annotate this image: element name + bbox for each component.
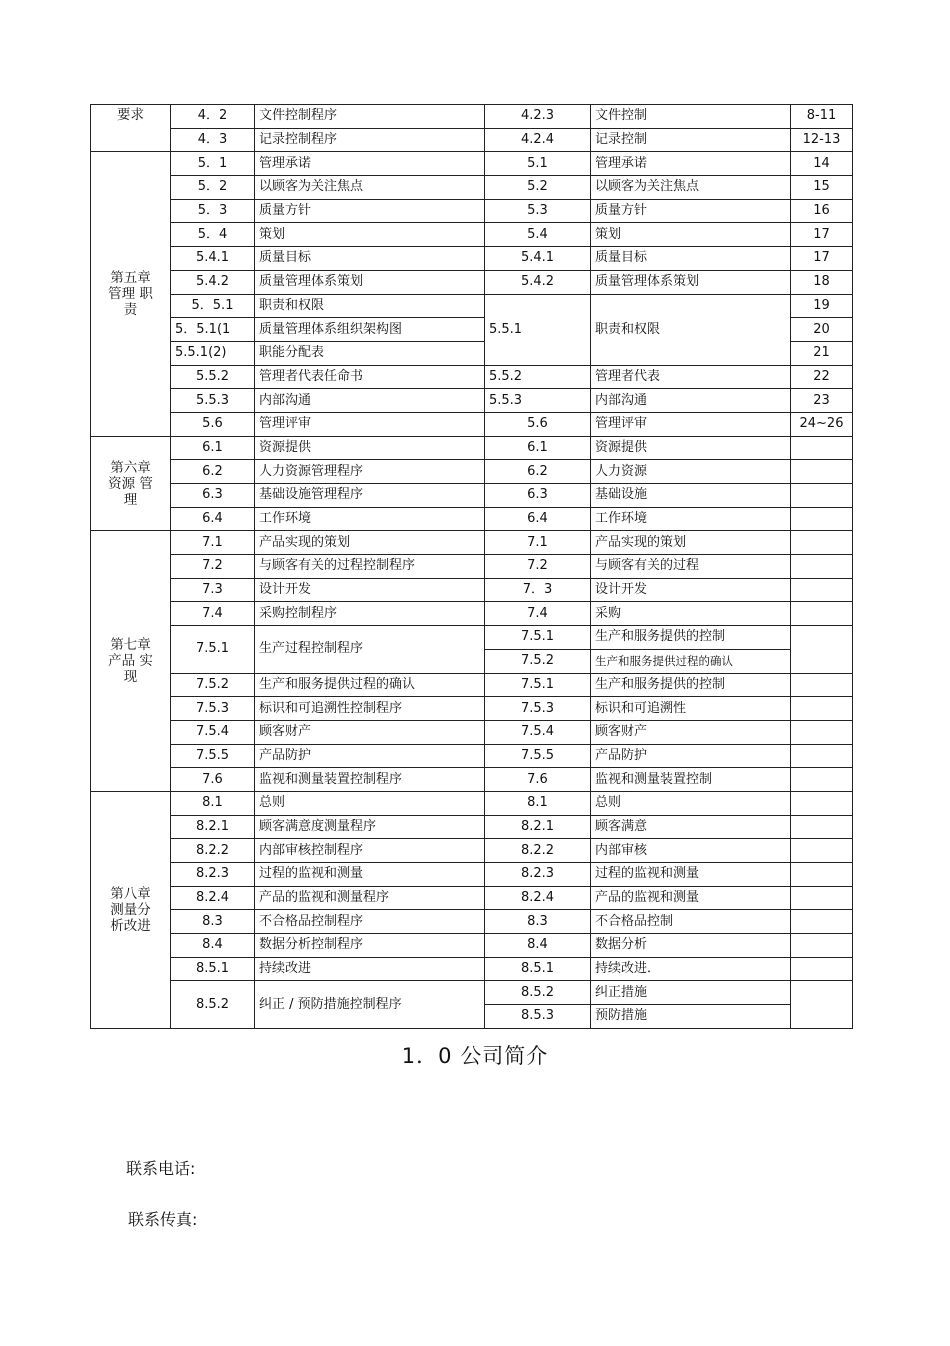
page-range — [791, 673, 853, 697]
clause-name: 内部沟通 — [591, 389, 791, 413]
page-range — [791, 720, 853, 744]
clause-name: 职责和权限 — [591, 294, 791, 365]
table-of-contents — [90, 104, 853, 1029]
procedure-name: 策划 — [255, 223, 485, 247]
page-range — [791, 886, 853, 910]
procedure-name: 质量目标 — [255, 247, 485, 271]
clause-name: 管理承诺 — [591, 152, 791, 176]
procedure-number: 5．5.1 — [171, 294, 255, 318]
clause-name: 预防措施 — [591, 1005, 791, 1029]
table-row — [91, 436, 853, 460]
table-row — [91, 507, 853, 531]
page-range — [791, 555, 853, 579]
table-row — [91, 578, 853, 602]
clause-number: 5.5.3 — [485, 389, 591, 413]
table-row — [91, 152, 853, 176]
page-range: 15 — [791, 176, 853, 200]
chapter-cell: 第七章 产品 实现 — [91, 531, 171, 792]
page-range — [791, 957, 853, 981]
procedure-name: 资源提供 — [255, 436, 485, 460]
table-row — [91, 910, 853, 934]
page-range — [791, 934, 853, 958]
clause-name: 文件控制 — [591, 105, 791, 129]
procedure-number: 6.1 — [171, 436, 255, 460]
procedure-name: 以顾客为关注焦点 — [255, 176, 485, 200]
procedure-name: 不合格品控制程序 — [255, 910, 485, 934]
procedure-number: 8.2.1 — [171, 815, 255, 839]
clause-number: 8.2.4 — [485, 886, 591, 910]
table-row — [91, 744, 853, 768]
procedure-name: 顾客财产 — [255, 720, 485, 744]
procedure-number: 7.5.4 — [171, 720, 255, 744]
page-range — [791, 578, 853, 602]
page-range: 17 — [791, 223, 853, 247]
clause-number: 5.5.2 — [485, 365, 591, 389]
procedure-number: 5．5.1(1 — [171, 318, 255, 342]
table-row — [91, 957, 853, 981]
table-row — [91, 531, 853, 555]
procedure-number: 6.3 — [171, 484, 255, 508]
table-row — [91, 673, 853, 697]
procedure-number: 6.4 — [171, 507, 255, 531]
table-row — [91, 484, 853, 508]
procedure-name: 职能分配表 — [255, 341, 485, 365]
clause-number: 7.5.3 — [485, 697, 591, 721]
clause-number: 7．3 — [485, 578, 591, 602]
clause-name: 质量管理体系策划 — [591, 270, 791, 294]
chapter-cell: 要求 — [91, 105, 171, 152]
table-row — [91, 934, 853, 958]
procedure-name: 工作环境 — [255, 507, 485, 531]
procedure-name: 与顾客有关的过程控制程序 — [255, 555, 485, 579]
page-range — [791, 460, 853, 484]
procedure-name: 文件控制程序 — [255, 105, 485, 129]
clause-name: 顾客满意 — [591, 815, 791, 839]
clause-name: 基础设施 — [591, 484, 791, 508]
table-row — [91, 815, 853, 839]
clause-number: 7.5.4 — [485, 720, 591, 744]
procedure-number: 7.3 — [171, 578, 255, 602]
procedure-number: 5．4 — [171, 223, 255, 247]
table-row — [91, 389, 853, 413]
clause-number: 5.4 — [485, 223, 591, 247]
procedure-name: 生产过程控制程序 — [255, 626, 485, 673]
table-row — [91, 460, 853, 484]
clause-number: 7.2 — [485, 555, 591, 579]
fax-label: 联系传真: — [128, 1210, 198, 1229]
procedure-number: 5.5.3 — [171, 389, 255, 413]
procedure-name: 质量管理体系组织架构图 — [255, 318, 485, 342]
clause-number: 5.5.1 — [485, 294, 591, 365]
page-range: 17 — [791, 247, 853, 271]
clause-name: 记录控制 — [591, 128, 791, 152]
clause-number: 8.1 — [485, 791, 591, 815]
procedure-number: 8.4 — [171, 934, 255, 958]
clause-number: 5.4.2 — [485, 270, 591, 294]
page-range — [791, 484, 853, 508]
table-row — [91, 365, 853, 389]
clause-name: 生产和服务提供的控制 — [591, 626, 791, 650]
page-range: 21 — [791, 341, 853, 365]
procedure-name: 过程的监视和测量 — [255, 863, 485, 887]
procedure-number: 4．3 — [171, 128, 255, 152]
clause-number: 5.4.1 — [485, 247, 591, 271]
table-row — [91, 839, 853, 863]
clause-name: 不合格品控制 — [591, 910, 791, 934]
procedure-number: 5．2 — [171, 176, 255, 200]
page-range: 14 — [791, 152, 853, 176]
clause-number: 8.3 — [485, 910, 591, 934]
table-row — [91, 720, 853, 744]
clause-name: 产品的监视和测量 — [591, 886, 791, 910]
table-row — [91, 602, 853, 626]
page-range: 23 — [791, 389, 853, 413]
procedure-name: 标识和可追溯性控制程序 — [255, 697, 485, 721]
procedure-name: 生产和服务提供过程的确认 — [255, 673, 485, 697]
table-row — [91, 247, 853, 271]
procedure-number: 8.1 — [171, 791, 255, 815]
procedure-number: 5.6 — [171, 412, 255, 436]
clause-number: 5.3 — [485, 199, 591, 223]
clause-number: 8.5.1 — [485, 957, 591, 981]
clause-number: 8.2.2 — [485, 839, 591, 863]
page-range — [791, 910, 853, 934]
procedure-number: 7.5.3 — [171, 697, 255, 721]
section-heading: 1．0 公司简介 — [401, 1044, 549, 1068]
clause-number: 6.3 — [485, 484, 591, 508]
clause-name: 管理者代表 — [591, 365, 791, 389]
page-range — [791, 863, 853, 887]
clause-name: 策划 — [591, 223, 791, 247]
clause-name: 内部审核 — [591, 839, 791, 863]
table-row — [91, 626, 853, 650]
clause-number: 6.2 — [485, 460, 591, 484]
table-row — [91, 199, 853, 223]
page-range: 8-11 — [791, 105, 853, 129]
procedure-number: 8.5.1 — [171, 957, 255, 981]
clause-name: 资源提供 — [591, 436, 791, 460]
page-range — [791, 626, 853, 673]
procedure-number: 8.5.2 — [171, 981, 255, 1028]
clause-number: 7.5.2 — [485, 649, 591, 673]
procedure-number: 5.4.1 — [171, 247, 255, 271]
procedure-name: 职责和权限 — [255, 294, 485, 318]
procedure-number: 4．2 — [171, 105, 255, 129]
clause-number: 5.6 — [485, 412, 591, 436]
procedure-number: 7.1 — [171, 531, 255, 555]
procedure-name: 管理评审 — [255, 412, 485, 436]
clause-name: 质量目标 — [591, 247, 791, 271]
clause-number: 7.5.5 — [485, 744, 591, 768]
page-range — [791, 815, 853, 839]
clause-number: 7.4 — [485, 602, 591, 626]
table-row — [91, 412, 853, 436]
clause-number: 5.1 — [485, 152, 591, 176]
procedure-name: 纠正 / 预防措施控制程序 — [255, 981, 485, 1028]
procedure-name: 持续改进 — [255, 957, 485, 981]
procedure-number: 8.3 — [171, 910, 255, 934]
clause-name: 过程的监视和测量 — [591, 863, 791, 887]
clause-name: 质量方针 — [591, 199, 791, 223]
procedure-number: 5.4.2 — [171, 270, 255, 294]
procedure-name: 管理者代表任命书 — [255, 365, 485, 389]
page-range: 12-13 — [791, 128, 853, 152]
table-row — [91, 223, 853, 247]
procedure-name: 人力资源管理程序 — [255, 460, 485, 484]
clause-number: 8.2.3 — [485, 863, 591, 887]
procedure-name: 产品防护 — [255, 744, 485, 768]
clause-name: 纠正措施 — [591, 981, 791, 1005]
clause-number: 8.2.1 — [485, 815, 591, 839]
page-range: 18 — [791, 270, 853, 294]
table-row — [91, 791, 853, 815]
clause-name: 产品防护 — [591, 744, 791, 768]
procedure-number: 7.5.1 — [171, 626, 255, 673]
procedure-number: 7.5.2 — [171, 673, 255, 697]
procedure-name: 质量管理体系策划 — [255, 270, 485, 294]
procedure-number: 8.2.3 — [171, 863, 255, 887]
clause-name: 工作环境 — [591, 507, 791, 531]
table-row — [91, 105, 853, 129]
procedure-name: 产品的监视和测量程序 — [255, 886, 485, 910]
clause-name: 采购 — [591, 602, 791, 626]
page-range — [791, 839, 853, 863]
clause-number: 6.1 — [485, 436, 591, 460]
procedure-name: 内部沟通 — [255, 389, 485, 413]
procedure-number: 8.2.2 — [171, 839, 255, 863]
page-range: 19 — [791, 294, 853, 318]
page-range: 20 — [791, 318, 853, 342]
clause-name: 以顾客为关注焦点 — [591, 176, 791, 200]
page-range — [791, 436, 853, 460]
clause-name: 标识和可追溯性 — [591, 697, 791, 721]
clause-number: 8.5.3 — [485, 1005, 591, 1029]
procedure-number: 5．3 — [171, 199, 255, 223]
procedure-name: 管理承诺 — [255, 152, 485, 176]
procedure-name: 总则 — [255, 791, 485, 815]
procedure-number: 7.4 — [171, 602, 255, 626]
procedure-number: 8.2.4 — [171, 886, 255, 910]
clause-name: 持续改进． — [591, 957, 791, 981]
clause-number: 7.5.1 — [485, 673, 591, 697]
page-range — [791, 531, 853, 555]
procedure-name: 设计开发 — [255, 578, 485, 602]
procedure-name: 产品实现的策划 — [255, 531, 485, 555]
procedure-name: 采购控制程序 — [255, 602, 485, 626]
procedure-number: 6.2 — [171, 460, 255, 484]
procedure-number: 5.5.2 — [171, 365, 255, 389]
table-row — [91, 294, 853, 318]
table-row — [91, 176, 853, 200]
clause-number: 5.2 — [485, 176, 591, 200]
clause-number: 8.4 — [485, 934, 591, 958]
clause-name: 监视和测量装置控制 — [591, 768, 791, 792]
clause-name: 产品实现的策划 — [591, 531, 791, 555]
clause-name: 设计开发 — [591, 578, 791, 602]
page-range: 24~26 — [791, 412, 853, 436]
clause-number: 7.6 — [485, 768, 591, 792]
chapter-cell: 第六章 资源 管理 — [91, 436, 171, 531]
procedure-name: 监视和测量装置控制程序 — [255, 768, 485, 792]
procedure-name: 记录控制程序 — [255, 128, 485, 152]
clause-name: 生产和服务提供的控制 — [591, 673, 791, 697]
clause-name: 管理评审 — [591, 412, 791, 436]
procedure-name: 内部审核控制程序 — [255, 839, 485, 863]
procedure-name: 质量方针 — [255, 199, 485, 223]
clause-name: 生产和服务提供过程的确认 — [591, 649, 791, 673]
procedure-name: 数据分析控制程序 — [255, 934, 485, 958]
clause-name: 数据分析 — [591, 934, 791, 958]
procedure-number: 5.5.1(2) — [171, 341, 255, 365]
table-row — [91, 863, 853, 887]
page-range — [791, 744, 853, 768]
page-range — [791, 507, 853, 531]
procedure-number: 7.2 — [171, 555, 255, 579]
page-range — [791, 768, 853, 792]
page-range: 22 — [791, 365, 853, 389]
clause-number: 4.2.3 — [485, 105, 591, 129]
clause-number: 6.4 — [485, 507, 591, 531]
table-row — [91, 128, 853, 152]
clause-number: 8.5.2 — [485, 981, 591, 1005]
table-row — [91, 555, 853, 579]
clause-number: 4.2.4 — [485, 128, 591, 152]
clause-name: 人力资源 — [591, 460, 791, 484]
table-row — [91, 886, 853, 910]
procedure-number: 7.6 — [171, 768, 255, 792]
table-row — [91, 981, 853, 1005]
table-row — [91, 697, 853, 721]
table-row — [91, 768, 853, 792]
clause-name: 总则 — [591, 791, 791, 815]
page-range — [791, 791, 853, 815]
clause-number: 7.5.1 — [485, 626, 591, 650]
procedure-name: 顾客满意度测量程序 — [255, 815, 485, 839]
chapter-cell: 第八章 测量分 析改进 — [91, 791, 171, 1028]
clause-number: 7.1 — [485, 531, 591, 555]
table-row — [91, 270, 853, 294]
clause-name: 顾客财产 — [591, 720, 791, 744]
page-range — [791, 602, 853, 626]
page-range — [791, 981, 853, 1028]
phone-label: 联系电话: — [126, 1159, 196, 1178]
page-range — [791, 697, 853, 721]
procedure-name: 基础设施管理程序 — [255, 484, 485, 508]
chapter-cell: 第五章 管理 职责 — [91, 152, 171, 436]
clause-name: 与顾客有关的过程 — [591, 555, 791, 579]
page-range: 16 — [791, 199, 853, 223]
procedure-number: 7.5.5 — [171, 744, 255, 768]
procedure-number: 5．1 — [171, 152, 255, 176]
